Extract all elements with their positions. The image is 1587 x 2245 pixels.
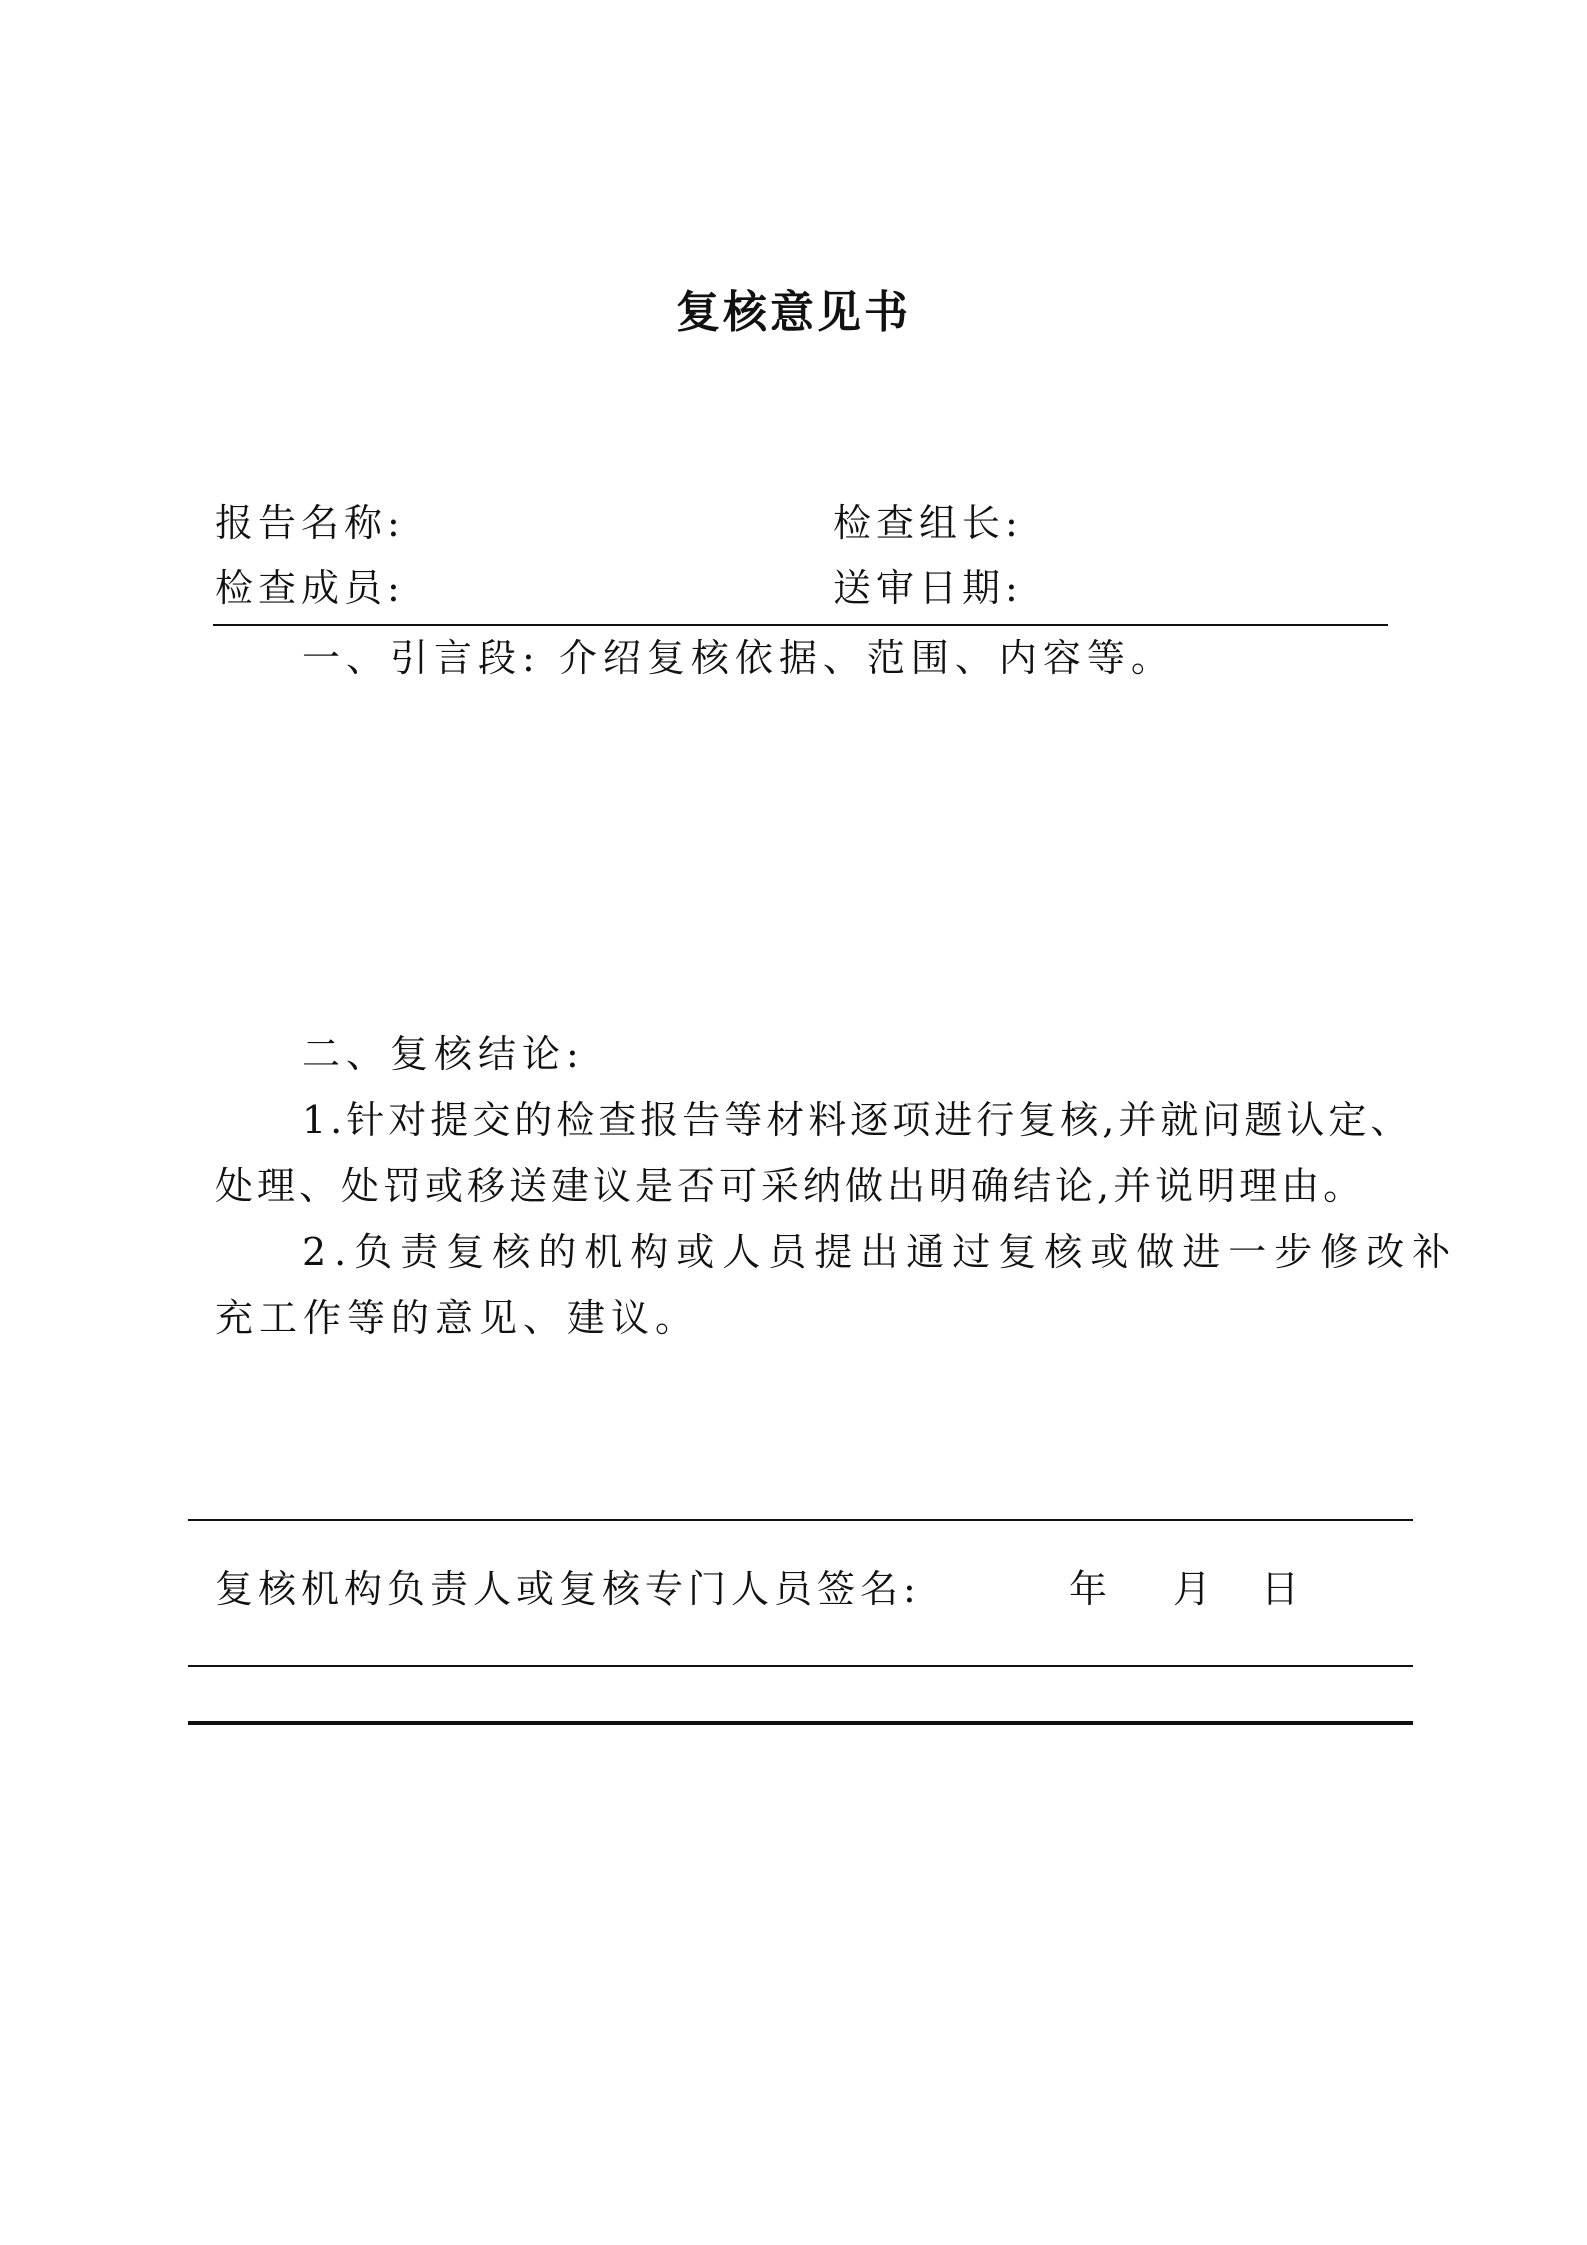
signature-day: 日	[1261, 1567, 1305, 1611]
signature-month: 月	[1173, 1567, 1217, 1611]
signature-year: 年	[1069, 1567, 1113, 1611]
team-leader-label: 检查组长:	[833, 501, 1023, 545]
team-members-label: 检查成员:	[215, 566, 405, 610]
section2-heading: 二、复核结论:	[302, 1032, 585, 1076]
signature-bottom-rule	[188, 1665, 1413, 1667]
signature-label: 复核机构负责人或复核专门人员签名:	[215, 1567, 921, 1611]
section1-heading: 一、引言段: 介绍复核依据、范围、内容等。	[302, 636, 1175, 680]
section2-item2-line1: 2.负责复核的机构或人员提出通过复核或做进一步修改补	[302, 1230, 1459, 1274]
document-title: 复核意见书	[676, 287, 911, 338]
section2-item1-line1: 1.针对提交的检查报告等材料逐项进行复核,并就问题认定、	[302, 1098, 1413, 1142]
header-divider	[213, 624, 1388, 626]
section2-item2-line2: 充工作等的意见、建议。	[215, 1296, 700, 1340]
section2-item1-line2: 处理、处罚或移送建议是否可采纳做出明确结论,并说明理由。	[215, 1164, 1366, 1208]
report-name-label: 报告名称:	[215, 501, 405, 545]
document-bottom-rule	[188, 1721, 1413, 1725]
signature-top-rule	[188, 1519, 1413, 1521]
submission-date-label: 送审日期:	[833, 566, 1023, 610]
